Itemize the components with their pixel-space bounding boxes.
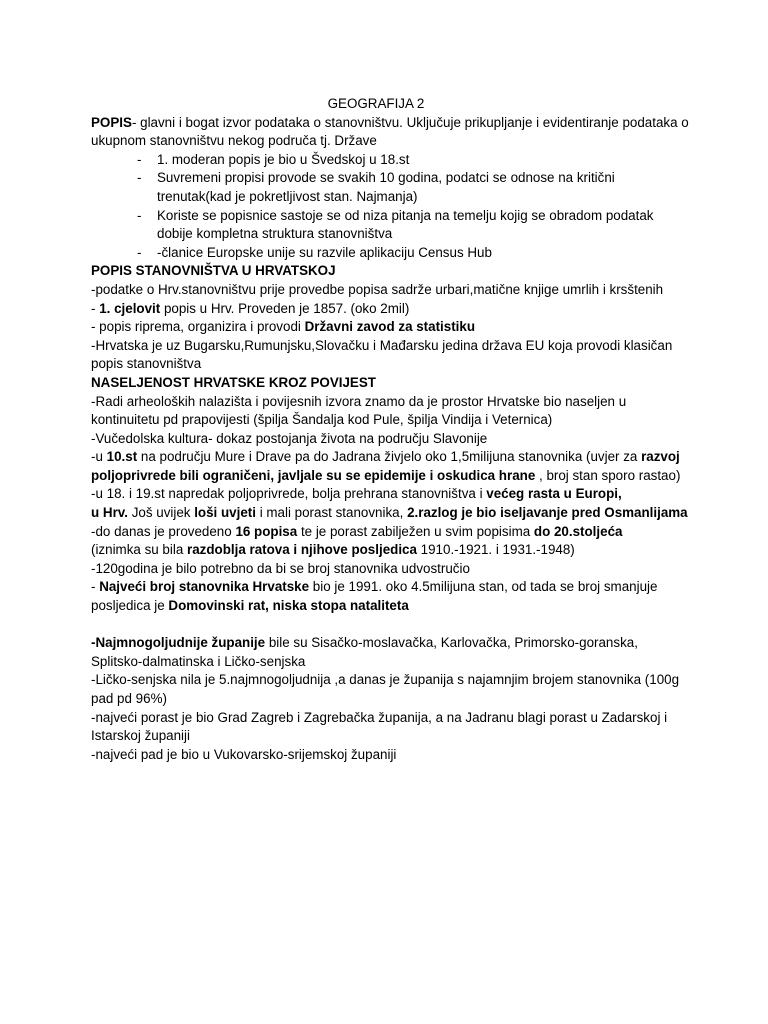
paragraph: -Hrvatska je uz Bugarsku,Rumunjsku,Slovačku i Mađarsku jedina država EU koja provodi klasičan popis stanovništva [91,337,673,372]
paragraph: -najveći porast je bio Grad Zagreb i Zagrebačka županija, a na Jadranu blagi porast u Zadarskoj i Istarskoj županiji [91,709,668,744]
section-heading-naseljenost: NASELJENOST HRVATSKE KROZ POVIJEST [91,374,376,390]
paragraph: -120godina je bilo potrebno da bi se broj stanovnika udvostručio [91,560,470,576]
paragraph: -Najmnogoljudnije županije bile su Sisačko-moslavačka, Karlovačka, Primorsko-goranska, Splitsko-dalmatinska i Ličko-senjska [91,635,638,669]
list-item: - -članice Europske unije su razvile aplikaciju Census Hub [137,244,492,260]
list-item: - Koriste se popisnice sastoje se od niza pitanja na temelju kojig se obradom podatak dobije kompletna struktura stanovništva [137,207,654,242]
document-title: GEOGRAFIJA 2 [327,96,425,111]
popis-bullet-list [91,151,691,263]
section-heading-popis-hrvatska: POPIS STANOVNIŠTVA U HRVATSKOJ [91,263,336,279]
list-item: - Suvremeni propisi provode se svakih 10 godina, podatci se odnose na kritični trenutak(kad je pokretljivost stan. Najmanja) [137,170,615,204]
paragraph: -Radi arheoloških nalazišta i povijesnih izvora znamo da je prostor Hrvatske bio naseljen u kontinuitetu pd prapovijesti (špilja Šandalja kod Pule, špilja Vindija i Veternica) [91,393,627,428]
paragraph: -do danas je provedeno 16 popisa te je porast zabilježen u svim popisima do 20.stoljeća (iznimka su bila razdoblja ratova i njihove posljedica 1910.-1921. i 1931.-1948) [91,523,623,558]
paragraph: -u 18. i 19.st napredak poljoprivrede, bolja prehrana stanovništva i većeg rasta u Europi, u Hrv. Još uvijek loši uvjeti i mali porast stanovnika, 2.razlog je bio iseljavanje pred Osmanlijama [91,486,688,521]
popis-text: - glavni i bogat izvor podataka o stanovništvu. Uključuje prikupljanje i evidentiranje podataka o ukupnom stanovništvu nekog područa tj. Države [91,114,689,149]
document-page [91,95,691,764]
paragraph: -podatke o Hrv.stanovništvu prije provedbe popisa sadrže urbari,matične knjige umrlih i krsštenih [91,281,664,297]
paragraph: -Ličko-senjska nila je 5.najmnogoljudnija ,a danas je županija s najamnjim brojem stanovnika (100g pad pd 96%) [91,672,680,706]
paragraph: -u 10.st na području Mure i Drave pa do Jadrana živjelo oko 1,5milijuna stanovnika (uvjer za razvoj poljoprivrede bili ograničeni, javljale su se epidemije i oskudica hrane , broj stan sporo rastao) [91,449,681,483]
popis-paragraph [91,114,691,151]
paragraph: - popis riprema, organizira i provodi Državni zavod za statistiku [91,319,476,335]
paragraph: - Najveći broj stanovnika Hrvatske bio je 1991. oko 4.5milijuna stan, od tada se broj smanjuje posljedica je Domovinski rat, niska stopa nataliteta [91,579,658,614]
paragraph: - 1. cjelovit popis u Hrv. Proveden je 1857. (oko 2mil) [91,300,410,316]
blank-line [91,616,691,635]
paragraph: -Vučedolska kultura- dokaz postojanja života na području Slavonije [91,430,488,446]
list-item: - 1. moderan popis je bio u Švedskoj u 18.st [137,151,410,167]
paragraph: -najveći pad je bio u Vukovarsko-srijemskoj županiji [91,746,397,762]
popis-term: POPIS [91,114,132,130]
